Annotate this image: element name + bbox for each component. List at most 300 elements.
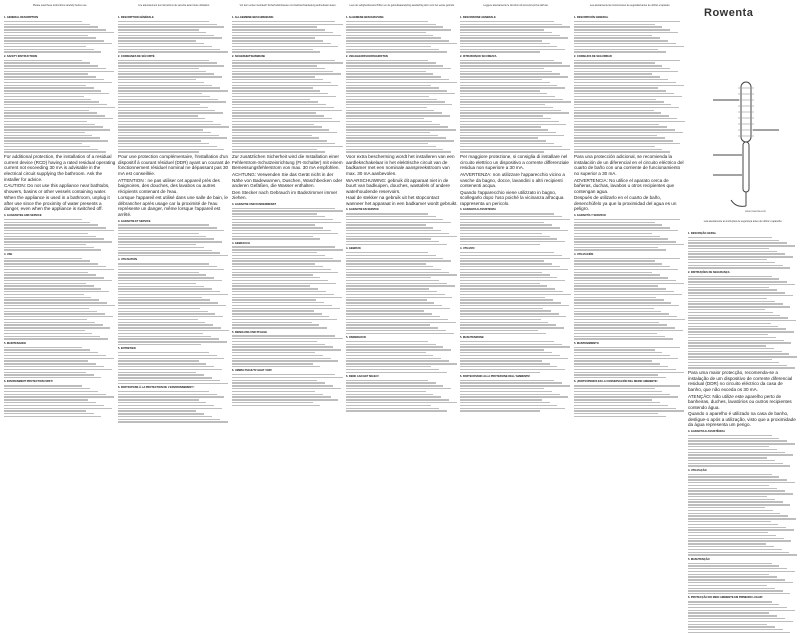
safety-callout: Lorsque l'appareil est utilisé dans une salle de bain, le débrancher après usage car la proximité de l'eau représente un danger, même lorsque l'appareil est arrêté.	[118, 195, 228, 218]
body-text-line	[346, 110, 434, 111]
body-text-line	[688, 521, 771, 522]
body-text-line	[118, 336, 211, 337]
body-text-line	[232, 260, 341, 261]
body-text-line	[460, 49, 565, 50]
safety-callout: Después de utilizarlo en el cuarto de baño, desenchúfelo ya que la proximidad del agua es un peligro.	[574, 195, 677, 212]
body-text-line	[232, 258, 333, 259]
body-text-line	[460, 252, 554, 253]
body-text-line	[4, 26, 98, 27]
body-text-line	[118, 291, 220, 292]
body-text-line	[346, 51, 447, 52]
body-text-line	[4, 137, 100, 138]
body-text-line	[232, 349, 341, 350]
body-text-line	[688, 510, 773, 511]
body-text-line	[574, 99, 656, 100]
body-text-line	[4, 410, 86, 411]
body-text-line	[118, 355, 217, 356]
body-text-line	[688, 604, 779, 605]
safety-callout: AVVERTENZA: non utilizzare l'apparecchio vicino a vasche da bagno, docce, lavandini o altri recipienti contenenti acqua.	[460, 171, 565, 189]
body-text-line	[118, 327, 221, 328]
body-text-line	[4, 266, 106, 267]
body-text-line	[118, 24, 217, 25]
body-text-line	[574, 402, 660, 403]
body-text-line	[574, 283, 684, 284]
body-text-line	[118, 60, 209, 61]
body-text-line	[118, 322, 205, 323]
body-text-line	[460, 313, 559, 314]
body-text-line	[118, 82, 204, 83]
body-text-line	[346, 222, 451, 223]
body-text-line	[4, 112, 97, 113]
body-text-line	[4, 366, 104, 367]
body-text-line	[346, 79, 449, 80]
body-text-line	[688, 543, 766, 544]
body-text-line	[460, 285, 547, 286]
body-text-line	[460, 87, 565, 88]
section-title: 3. GARANTÍA Y SERVICIO	[574, 214, 606, 218]
body-text-line	[118, 405, 214, 406]
body-text-line	[232, 272, 338, 273]
body-text-line	[232, 126, 322, 127]
body-text-line	[688, 496, 767, 497]
body-text-line	[346, 255, 436, 256]
body-text-line	[574, 149, 662, 150]
body-text-line	[118, 399, 199, 400]
section-title: 4. GEBRAUCH	[232, 241, 250, 245]
body-text-line	[460, 394, 560, 395]
body-text-line	[346, 46, 431, 47]
body-text-line	[118, 311, 208, 312]
body-text-line	[346, 238, 431, 239]
column-header: Leggere attentamente le istruzioni di sicurezza prima dell'uso.	[483, 4, 549, 7]
body-text-line	[346, 349, 451, 350]
body-text-line	[118, 104, 200, 105]
body-text-line	[574, 110, 654, 111]
body-text-line	[460, 227, 560, 228]
body-text-line	[346, 269, 441, 270]
body-text-line	[688, 579, 785, 580]
body-text-line	[574, 324, 667, 325]
body-text-line	[4, 305, 115, 306]
body-text-line	[460, 216, 562, 217]
body-text-line	[118, 274, 206, 275]
body-text-line	[460, 82, 550, 83]
body-text-line	[232, 402, 313, 403]
body-text-line	[118, 391, 209, 392]
body-text-line	[232, 388, 341, 389]
safety-callout: ADVERTENCIA: No utilice el aparato cerca de bañeras, duchas, lavabos u otros recipientes que contengan agua.	[574, 177, 675, 194]
section-title: 2. ISTRUZIONI DI SICUREZZA	[460, 54, 497, 58]
body-text-line	[574, 258, 680, 259]
body-text-line	[232, 385, 333, 386]
body-text-line	[346, 126, 448, 127]
body-text-line	[688, 624, 767, 625]
body-text-line	[4, 65, 98, 66]
body-text-line	[688, 251, 777, 252]
body-text-line	[4, 222, 90, 223]
body-text-line	[4, 302, 107, 303]
body-text-line	[346, 216, 436, 217]
body-text-line	[574, 40, 668, 41]
body-text-line	[346, 121, 432, 122]
body-text-line	[346, 310, 424, 311]
body-text-line	[688, 588, 775, 589]
body-text-line	[574, 372, 684, 373]
body-text-line	[688, 513, 780, 514]
body-text-line	[688, 340, 784, 341]
body-text-line	[346, 49, 439, 50]
body-text-line	[574, 313, 669, 314]
safety-callout: CAUTION: Do not use this appliance near bathtubs, showers, basins or other vessels containing water.	[4, 183, 110, 194]
body-text-line	[4, 62, 90, 63]
body-text-line	[460, 224, 552, 225]
body-text-line	[232, 233, 338, 234]
body-text-line	[574, 241, 676, 242]
body-text-line	[4, 40, 104, 41]
body-text-line	[4, 76, 96, 77]
body-text-line	[346, 277, 431, 278]
body-text-line	[118, 358, 224, 359]
body-text-line	[346, 344, 436, 345]
body-text-line	[688, 240, 779, 241]
column-german	[232, 4, 344, 560]
body-text-line	[232, 358, 331, 359]
body-text-line	[4, 132, 85, 133]
body-text-line	[688, 490, 785, 491]
hair-styler-illustration	[693, 80, 799, 210]
body-text-line	[4, 32, 114, 33]
body-text-line	[232, 60, 335, 61]
body-text-line	[232, 73, 341, 74]
body-text-line	[4, 299, 99, 300]
body-text-line	[346, 274, 457, 275]
body-text-line	[688, 440, 787, 441]
body-text-line	[232, 308, 340, 309]
body-text-line	[574, 288, 666, 289]
section-title: 2. SICHERHEITSHINWEISE	[232, 54, 266, 58]
body-text-line	[688, 482, 795, 483]
body-text-line	[688, 284, 795, 285]
body-text-line	[232, 360, 338, 361]
body-text-line	[460, 137, 538, 138]
body-text-line	[460, 29, 544, 30]
body-text-line	[688, 265, 783, 266]
section-title: 5. MANUTENZIONE	[460, 336, 484, 340]
body-text-line	[4, 333, 92, 334]
body-text-line	[574, 26, 662, 27]
section-title: 3. GARANZIA E ASSISTENZA	[460, 208, 496, 212]
body-text-line	[118, 269, 224, 270]
body-text-line	[118, 132, 211, 133]
body-text-line	[688, 328, 786, 329]
body-text-line	[4, 369, 112, 370]
body-text-line	[346, 71, 426, 72]
body-text-line	[688, 295, 793, 296]
body-text-line	[688, 554, 797, 555]
body-text-line	[460, 291, 563, 292]
body-text-line	[688, 248, 769, 249]
body-text-line	[574, 374, 658, 375]
body-text-line	[4, 233, 88, 234]
body-text-line	[118, 32, 206, 33]
body-text-line	[4, 394, 106, 395]
body-text-line	[346, 283, 447, 284]
body-text-line	[232, 24, 343, 25]
body-text-line	[460, 238, 557, 239]
body-text-line	[232, 355, 323, 356]
body-text-line	[574, 76, 660, 77]
body-text-line	[4, 416, 101, 417]
body-text-line	[118, 51, 228, 52]
body-text-line	[574, 352, 662, 353]
body-text-line	[232, 149, 317, 150]
body-text-line	[118, 319, 198, 320]
body-text-line	[574, 90, 666, 91]
body-text-line	[460, 244, 540, 245]
body-text-line	[574, 410, 684, 411]
body-text-line	[118, 266, 217, 267]
body-text-line	[346, 68, 451, 69]
body-text-line	[460, 35, 560, 36]
body-text-line	[118, 305, 226, 306]
body-text-line	[346, 230, 441, 231]
body-text-line	[232, 85, 338, 86]
body-text-line	[688, 353, 789, 354]
body-text-line	[4, 149, 98, 150]
body-text-line	[574, 413, 658, 414]
body-text-line	[688, 485, 769, 486]
body-text-line	[346, 405, 431, 406]
body-text-line	[688, 574, 769, 575]
column-french	[118, 4, 230, 560]
body-text-line	[460, 274, 550, 275]
body-text-line	[232, 76, 315, 77]
section-title: 1. DESCRIÇÃO GERAL	[688, 232, 717, 235]
body-text-line	[232, 252, 317, 253]
body-text-line	[232, 224, 315, 225]
body-text-line	[688, 518, 796, 519]
body-text-line	[574, 266, 670, 267]
body-text-line	[688, 281, 787, 282]
body-text-line	[574, 236, 660, 237]
body-text-line	[574, 366, 668, 367]
body-text-line	[460, 62, 562, 63]
body-text-line	[574, 65, 662, 66]
safety-callout: ACHTUNG: Verwenden Sie das Gerät nicht in der Nähe von Badewannen, Duschen, Waschbecken oder anderen Gefäßen, die Wasser enthalten.	[232, 171, 343, 189]
body-text-line	[460, 316, 566, 317]
body-text-line	[688, 312, 773, 313]
section-title: 6. ¡PARTICIPEMOS EN LA CONSERVACIÓN DEL MEDIO AMBIENTE!	[574, 380, 658, 384]
body-text-line	[460, 349, 544, 350]
body-text-line	[346, 272, 449, 273]
body-text-line	[460, 355, 560, 356]
body-text-line	[574, 129, 675, 130]
body-text-line	[4, 73, 88, 74]
body-text-line	[346, 363, 457, 364]
body-text-line	[118, 29, 199, 30]
body-text-line	[232, 71, 333, 72]
body-text-line	[688, 585, 767, 586]
body-text-line	[232, 238, 320, 239]
body-text-line	[4, 349, 90, 350]
body-text-line	[346, 99, 437, 100]
body-text-line	[574, 297, 656, 298]
body-text-line	[4, 104, 107, 105]
body-text-line	[574, 355, 670, 356]
body-text-line	[232, 124, 314, 125]
body-text-line	[574, 396, 678, 397]
body-text-line	[688, 438, 779, 439]
body-text-line	[346, 236, 457, 237]
body-text-line	[460, 360, 542, 361]
section-title: 5. ENTRETIEN	[118, 347, 136, 351]
body-text-line	[574, 385, 680, 386]
body-text-line	[4, 347, 82, 348]
body-text-line	[460, 230, 568, 231]
body-text-line	[118, 107, 208, 108]
body-text-line	[460, 405, 557, 406]
body-text-line	[4, 129, 110, 130]
body-text-line	[574, 227, 670, 228]
body-text-line	[460, 99, 563, 100]
body-text-line	[574, 151, 670, 152]
body-text-line	[4, 79, 104, 80]
body-text-line	[346, 224, 426, 225]
body-text-line	[688, 615, 777, 616]
body-text-line	[4, 93, 109, 94]
body-text-line	[4, 21, 82, 22]
body-text-line	[574, 137, 665, 138]
body-text-line	[574, 24, 655, 25]
body-text-line	[346, 266, 433, 267]
body-text-line	[688, 362, 779, 363]
body-text-line	[460, 126, 541, 127]
body-text-line	[460, 149, 570, 150]
body-text-line	[232, 101, 318, 102]
body-text-line	[574, 222, 655, 223]
body-text-line	[4, 297, 91, 298]
body-text-line	[460, 346, 570, 347]
body-text-line	[346, 85, 431, 86]
body-text-line	[574, 416, 666, 417]
body-text-line	[232, 82, 331, 83]
body-text-line	[346, 101, 445, 102]
body-text-line	[4, 272, 88, 273]
body-text-line	[4, 51, 101, 52]
body-text-line	[688, 552, 789, 553]
body-text-line	[346, 388, 451, 389]
body-text-line	[118, 341, 227, 342]
body-text-line	[346, 93, 455, 94]
body-text-line	[4, 96, 84, 97]
body-text-line	[4, 35, 88, 36]
body-text-line	[232, 277, 320, 278]
body-text-line	[346, 82, 457, 83]
body-text-line	[574, 143, 680, 144]
body-text-line	[4, 118, 113, 119]
body-text-line	[4, 241, 112, 242]
body-text-line	[346, 24, 436, 25]
body-text-line	[346, 21, 428, 22]
body-text-line	[346, 62, 436, 63]
body-text-line	[688, 245, 795, 246]
column-english	[4, 4, 116, 560]
body-text-line	[688, 568, 787, 569]
body-text-line	[4, 115, 105, 116]
body-text-line	[574, 299, 664, 300]
body-text-line	[574, 311, 661, 312]
body-text-line	[4, 107, 115, 108]
body-text-line	[346, 316, 440, 317]
body-text-line	[574, 146, 655, 147]
body-text-line	[118, 79, 196, 80]
body-text-line	[232, 29, 325, 30]
body-text-line	[4, 143, 82, 144]
body-text-line	[688, 529, 794, 530]
body-text-line	[688, 242, 787, 243]
body-text-line	[688, 356, 797, 357]
body-text-line	[4, 405, 104, 406]
body-text-line	[232, 405, 320, 406]
body-text-line	[688, 298, 767, 299]
body-text-line	[574, 85, 684, 86]
body-text-line	[460, 258, 570, 259]
body-text-line	[688, 309, 765, 310]
body-text-line	[118, 49, 220, 50]
body-text-line	[118, 40, 196, 41]
body-text-line	[574, 230, 678, 231]
body-text-line	[688, 326, 778, 327]
body-text-line	[574, 263, 662, 264]
body-text-line	[688, 452, 785, 453]
body-text-line	[460, 115, 543, 116]
body-text-line	[4, 269, 114, 270]
body-text-line	[688, 479, 787, 480]
body-text-line	[688, 540, 791, 541]
body-text-line	[574, 377, 666, 378]
body-text-line	[232, 96, 336, 97]
body-text-line	[688, 507, 765, 508]
body-text-line	[232, 363, 313, 364]
body-text-line	[574, 358, 678, 359]
body-text-line	[460, 341, 554, 342]
body-text-line	[574, 96, 682, 97]
body-text-line	[688, 457, 767, 458]
body-text-line	[460, 233, 542, 234]
body-text-line	[574, 302, 671, 303]
body-text-line	[460, 124, 566, 125]
body-text-line	[688, 476, 779, 477]
body-text-line	[460, 266, 560, 267]
body-text-line	[346, 322, 456, 323]
body-text-line	[118, 65, 224, 66]
body-text-line	[346, 104, 452, 105]
body-text-line	[4, 363, 96, 364]
body-text-line	[346, 29, 451, 30]
section-title: 1. ALGEMENE BESCHRIJVING	[346, 16, 384, 19]
body-text-line	[232, 79, 323, 80]
body-text-line	[688, 446, 769, 447]
body-text-line	[232, 283, 336, 284]
body-text-line	[118, 126, 229, 127]
body-text-line	[460, 37, 568, 38]
body-text-line	[574, 349, 655, 350]
body-text-line	[4, 43, 112, 44]
body-text-line	[4, 352, 98, 353]
body-text-line	[346, 241, 439, 242]
body-text-line	[346, 263, 426, 264]
body-text-line	[4, 24, 90, 25]
